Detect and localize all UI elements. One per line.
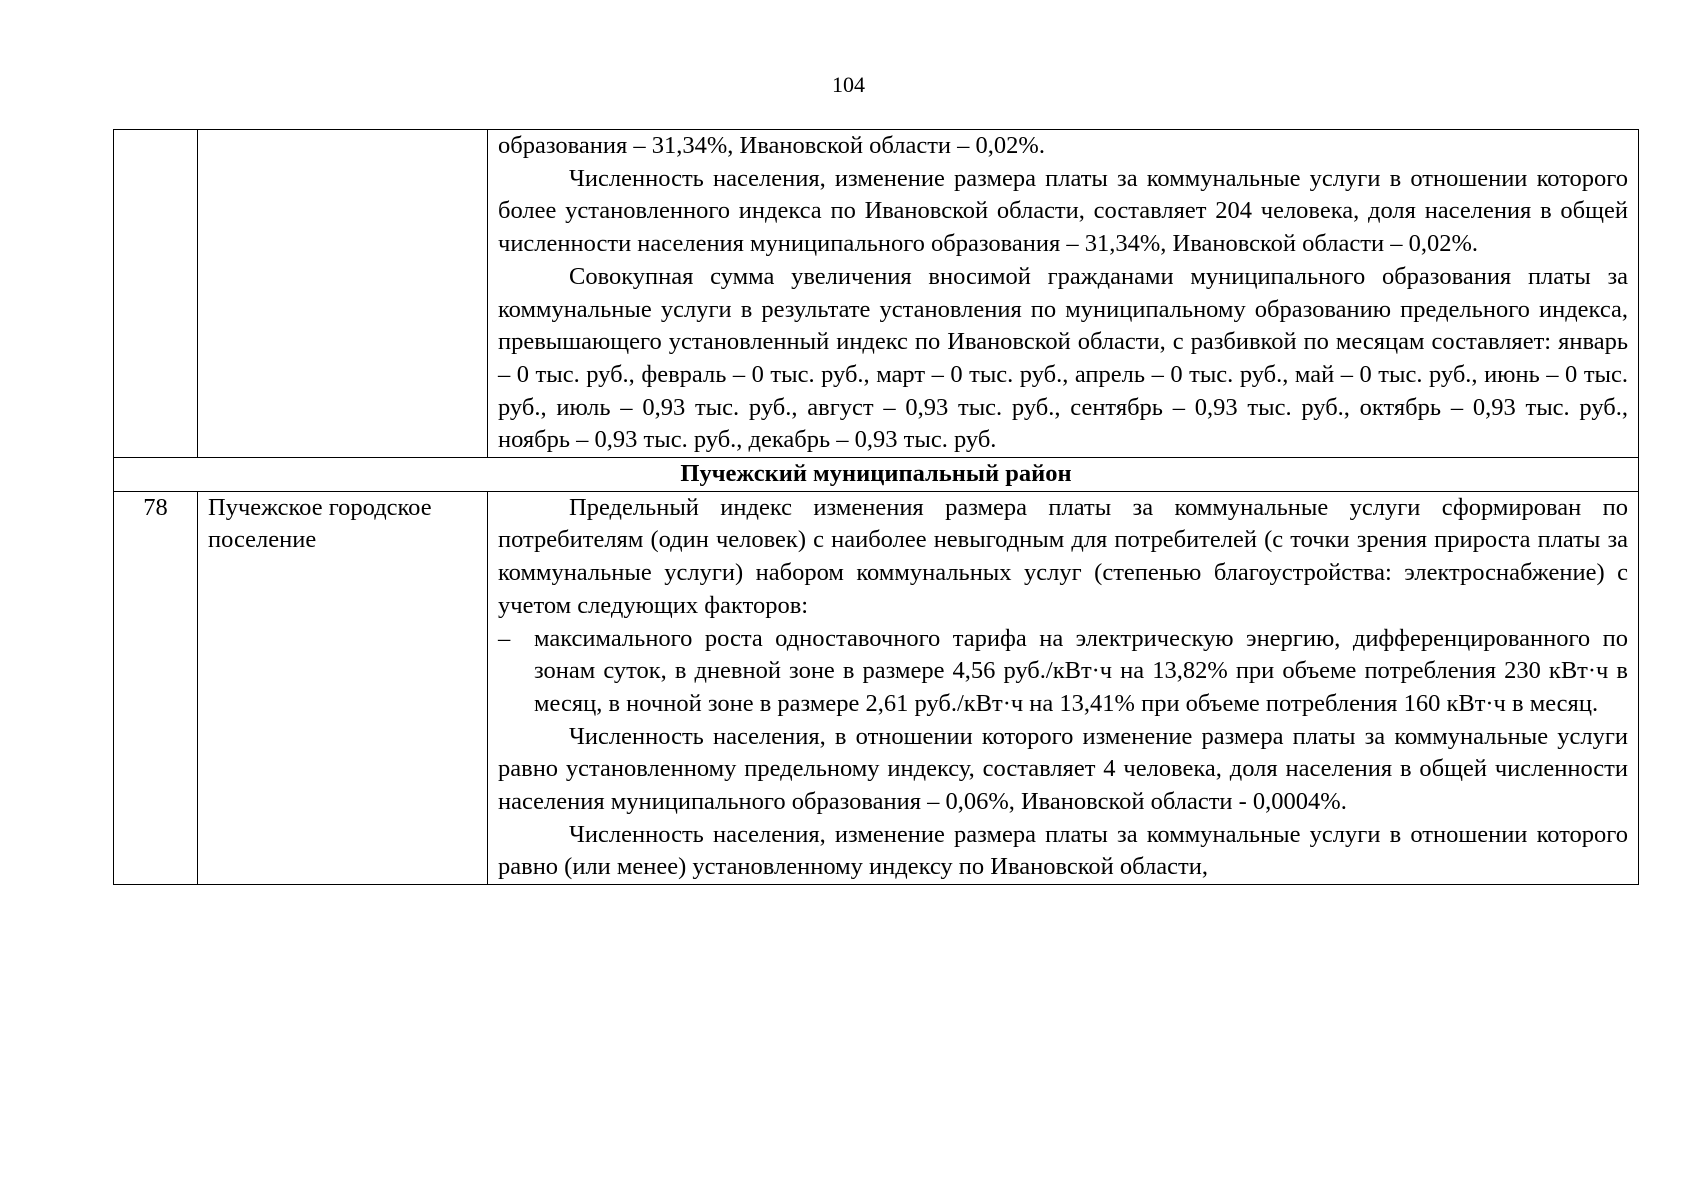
index-intro-paragraph: Предельный индекс изменения размера платы за коммунальные услуги сформирован по потребителям (один человек) с наиболее невыгодным для потребителей (с точки зрения прироста платы за коммунальные услуги) набором коммунальных услуг (степенью благоустройства: электроснабжение) с учетом следующих факторов: — [498, 493, 1628, 619]
row-number-cell — [114, 130, 198, 458]
population-equal-index-paragraph: Численность населения, в отношении которого изменение размера платы за коммунальные услуги равно установленному предельному индексу, составляет 4 человека, доля населения в общей численности населения муниципального образования – 0,06%, Ивановской области - 0,0004%. — [498, 722, 1628, 816]
continued-paragraph: образования – 31,34%, Ивановской области – 0,02%. — [498, 132, 1045, 159]
row-text-cell — [488, 130, 1639, 458]
page-number: 104 — [832, 72, 865, 97]
row-number: 78 — [114, 491, 198, 884]
table-row-78 — [114, 491, 1639, 884]
section-header-row — [114, 458, 1639, 492]
municipality-name: Пучежское городское поселение — [198, 491, 488, 884]
factor-text: максимального роста одноставочного тарифа на электрическую энергию, дифференцированного по зонам суток, в дневной зоне в размере 4,56 руб./кВт·ч на 13,82% при объеме потребления 230 кВт·ч в месяц, в ночной зоне в размере 2,61 руб./кВт·ч на 13,41% при объеме потребления 160 кВт·ч в месяц. — [534, 624, 1628, 717]
factors-list — [498, 623, 1628, 721]
section-title: Пучежский муниципальный район — [114, 458, 1639, 492]
table-row-continued — [114, 130, 1639, 458]
dash-marker: – — [498, 624, 511, 652]
population-less-index-paragraph: Численность населения, изменение размера платы за коммунальные услуги в отношении которого равно (или менее) установленному индексу по Ивановской области, — [498, 820, 1628, 881]
row-name-cell — [198, 130, 488, 458]
population-above-index-paragraph: Численность населения, изменение размера платы за коммунальные услуги в отношении которого более установленного индекса по Ивановской области, составляет 204 человека, доля населения в общей численности населения муниципального образования – 31,34%, Ивановской области – 0,02%. — [498, 164, 1628, 258]
total-increase-paragraph: Совокупная сумма увеличения вносимой гражданами муниципального образования платы за коммунальные услуги в результате установления по муниципальному образованию предельного индекса, превышающего установленный индекс по Ивановской области, с разбивкой по месяцам составляет: январь – 0 тыс. руб., февраль – 0 тыс. руб., март – 0 тыс. руб., апрель – 0 тыс. руб., май – 0 тыс. руб., июнь – 0 тыс. руб., июль – 0,93 тыс. руб., август – 0,93 тыс. руб., сентябрь – 0,93 тыс. руб., октябрь – 0,93 тыс. руб., ноябрь – 0,93 тыс. руб., декабрь – 0,93 тыс. руб. — [498, 262, 1628, 454]
row-text-cell — [488, 491, 1639, 884]
document-table — [113, 129, 1639, 885]
list-item — [498, 623, 1628, 721]
